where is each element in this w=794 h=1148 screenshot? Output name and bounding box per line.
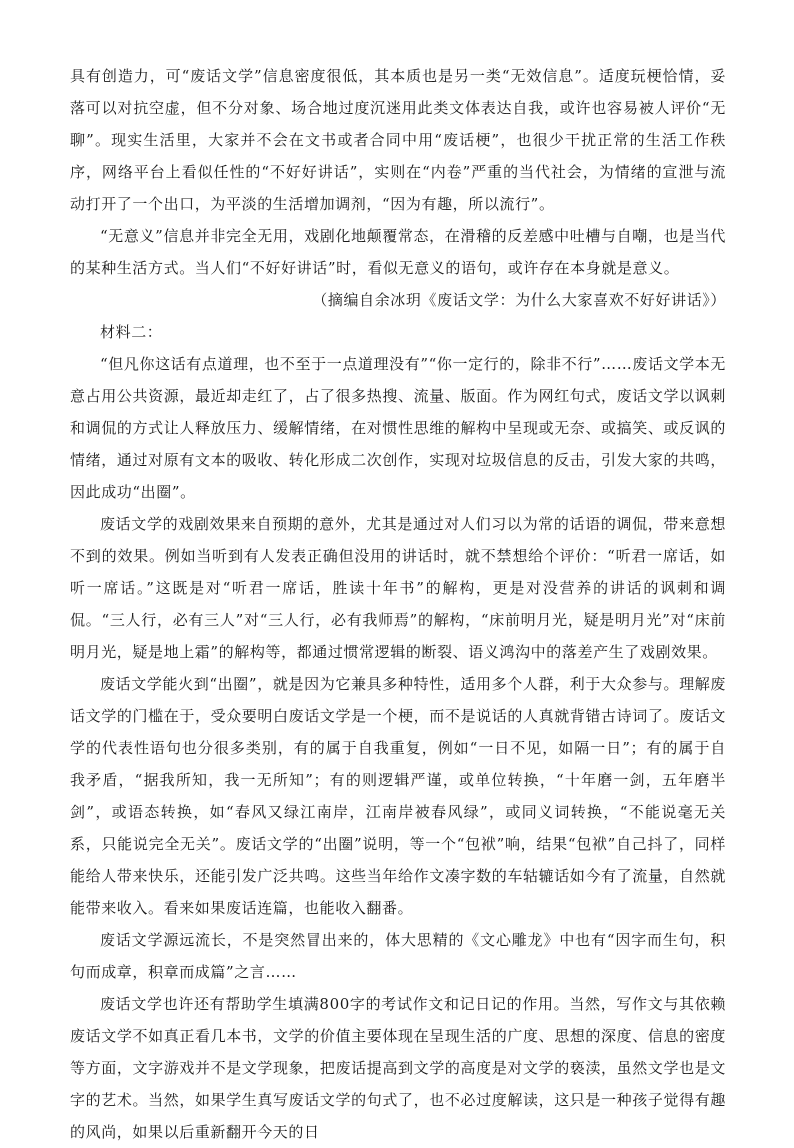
paragraph-7: 废话文学也许还有帮助学生填满800字的考试作文和记日记的作用。当然，写作文与其依赖废话文学不如真正看几本书，文学的价值主要体现在呈现生活的广度、思想的深度、信息的密度等方面，文字游戏并不是文学现象，把废话提高到文学的高度是对文学的亵渎，虽然文学也是文字的艺术。当然，如果学生真写废话文学的句式了，也不必过度解读，这只是一种孩子觉得有趣的风尚，如果以后重新翻开今天的日 (70, 995, 726, 1141)
source-citation: （摘编自余冰玥《废话文学：为什么大家喜欢不好好讲话》） (312, 291, 726, 309)
paragraph-4: 废话文学的戏剧效果来自预期的意外，尤其是通过对人们习以为常的话语的调侃，带来意想不到的效果。例如当听到有人发表正确但没用的讲话时，就不禁想给个评价：“听君一席话，如听一席话。”这既是对“听君一席话，胜读十年书”的解构，更是对没营养的讲话的讽刺和调侃。“三人行，必有三人”对“三人行，必有我师焉”的解构，“床前明月光，疑是明月光”对“床前明月光，疑是地上霜”的解构等，都通过惯常逻辑的断裂、语义鸿沟中的落差产生了戏剧效果。 (70, 515, 726, 661)
section-heading-material-2: 材料二： (100, 323, 163, 341)
paragraph-6: 废话文学源远流长，不是突然冒出来的，体大思精的《文心雕龙》中也有“因字而生句，积句而成章，积章而成篇”之言…… (70, 931, 726, 981)
paragraph-1: 具有创造力，可“废话文学”信息密度很低，其本质也是另一类“无效信息”。适度玩梗恰情，妥落可以对抗空虚，但不分对象、场合地过度沉迷用此类文体表达自我，或许也容易被人评价“无聊”。现实生活里，大家并不会在文书或者合同中用“废话梗”，也很少干扰正常的生活工作秩序，网络平台上看似任性的“不好好讲话”，实则在“内卷”严重的当代社会，为情绪的宣泄与流动打开了一个出口，为平淡的生活增加调剂，“因为有趣，所以流行”。 (70, 67, 726, 213)
paragraph-3: “但凡你这话有点道理，也不至于一点道理没有”“你一定行的，除非不行”……废话文学本无意占用公共资源，最近却走红了，占了很多热搜、流量、版面。作为网红句式，废话文学以讽刺和调侃的方式让人释放压力、缓解情绪，在对惯性思维的解构中呈现或无奈、或搞笑、或反讽的情绪，通过对原有文本的吸收、转化形成二次创作，实现对垃圾信息的反击，引发大家的共鸣，因此成功“出圈”。 (70, 355, 726, 501)
paragraph-5: 废话文学能火到“出圈”，就是因为它兼具多种特性，适用多个人群，利于大众参与。理解废话文学的门槛在于，受众要明白废话文学是一个梗，而不是说话的人真就背错古诗词了。废话文学的代表性语句也分很多类别，有的属于自我重复，例如“一日不见，如隔一日”；有的属于自我矛盾，“据我所知，我一无所知”；有的则逻辑严谨，或单位转换，“十年磨一剑，五年磨半剑”，或语态转换，如“春风又绿江南岸，江南岸被春风绿”，或同义词转换，“不能说毫无关系，只能说完全无关”。废话文学的“出圈”说明，等一个“包袱”响，结果“包袱”自己抖了，同样能给人带来快乐，还能引发广泛共鸣。这些当年给作文凑字数的车轱辘话如今有了流量，自然就能带来收入。看来如果废话连篇，也能收入翻番。 (70, 675, 726, 917)
document-page (70, 60, 726, 1148)
paragraph-2: “无意义”信息并非完全无用，戏剧化地颠覆常态，在滑稽的反差感中吐槽与自嘲，也是当代的某种生活方式。当人们“不好好讲话”时，看似无意义的语句，或许存在本身就是意义。 (70, 227, 726, 277)
